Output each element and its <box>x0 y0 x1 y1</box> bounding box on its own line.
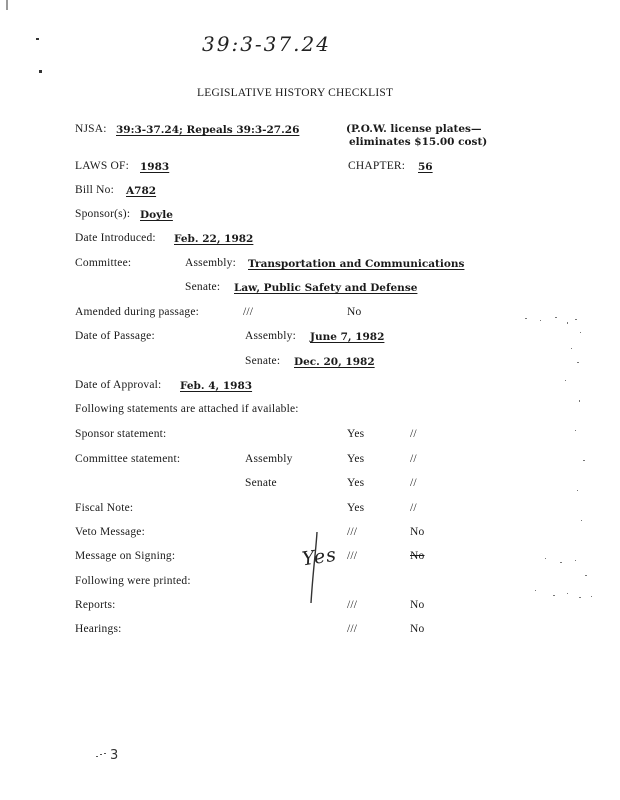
passage-senate-value: Dec. 20, 1982 <box>294 356 375 368</box>
committee-label: Committee: <box>75 257 132 269</box>
sponsor-value: Doyle <box>140 209 173 221</box>
committee-senate-value: Law, Public Safety and Defense <box>234 282 418 294</box>
margin-mark <box>6 0 8 10</box>
reports-no: No <box>410 599 425 611</box>
bill-no-value: A782 <box>126 185 157 197</box>
message-on-signing-mark: /// <box>347 550 358 562</box>
passage-assembly-value: June 7, 1982 <box>310 331 385 343</box>
reports-label: Reports: <box>75 599 116 611</box>
following-printed-label: Following were printed: <box>75 575 191 587</box>
date-of-approval-label: Date of Approval: <box>75 379 162 391</box>
bill-no-label: Bill No: <box>75 184 114 196</box>
speck-mark <box>39 70 42 73</box>
sponsor-statement-yes: Yes <box>347 428 365 440</box>
sponsor-statement-label: Sponsor statement: <box>75 428 167 440</box>
scan-noise <box>505 310 615 610</box>
footer-mark: 3 <box>110 748 119 763</box>
laws-of-label: LAWS OF: <box>75 160 130 172</box>
njsa-note-line2: eliminates $15.00 cost) <box>349 136 488 148</box>
committee-statement-assembly-yes: Yes <box>347 453 365 465</box>
chapter-label: CHAPTER: <box>348 160 406 172</box>
handwritten-yes: Yes <box>300 543 339 571</box>
laws-of-value: 1983 <box>140 161 170 173</box>
hearings-no: No <box>410 623 425 635</box>
handwritten-stroke <box>305 530 325 605</box>
veto-message-mark: /// <box>347 526 358 538</box>
date-of-passage-label: Date of Passage: <box>75 330 155 342</box>
statements-heading: Following statements are attached if available: <box>75 403 299 415</box>
chapter-value: 56 <box>418 161 433 173</box>
committee-statement-senate-mark: // <box>410 477 417 489</box>
sponsor-label: Sponsor(s): <box>75 208 131 220</box>
veto-message-label: Veto Message: <box>75 526 145 538</box>
fiscal-note-yes: Yes <box>347 502 365 514</box>
committee-assembly-value: Transportation and Communications <box>248 258 465 270</box>
passage-senate-label: Senate: <box>245 355 281 367</box>
hearings-mark: /// <box>347 623 358 635</box>
amended-no: No <box>347 306 362 318</box>
handwritten-statute-code: 39:3-37.24 <box>202 32 331 56</box>
committee-statement-senate: Senate <box>245 477 277 489</box>
date-introduced-value: Feb. 22, 1982 <box>174 233 254 245</box>
page-title: LEGISLATIVE HISTORY CHECKLIST <box>197 87 394 99</box>
njsa-note-line1: (P.O.W. license plates— <box>346 123 482 135</box>
committee-statement-assembly: Assembly <box>245 453 293 465</box>
sponsor-statement-mark: // <box>410 428 417 440</box>
date-of-approval-value: Feb. 4, 1983 <box>180 380 253 392</box>
committee-senate-label: Senate: <box>185 281 221 293</box>
committee-statement-assembly-mark: // <box>410 453 417 465</box>
fiscal-note-label: Fiscal Note: <box>75 502 134 514</box>
amended-label: Amended during passage: <box>75 306 200 318</box>
veto-message-no: No <box>410 526 425 538</box>
speck-mark <box>36 38 39 40</box>
hearings-label: Hearings: <box>75 623 122 635</box>
committee-statement-label: Committee statement: <box>75 453 181 465</box>
njsa-value: 39:3-37.24; Repeals 39:3-27.26 <box>116 124 300 136</box>
message-on-signing-label: Message on Signing: <box>75 550 176 562</box>
njsa-label: NJSA: <box>75 123 107 135</box>
message-on-signing-no-struck: No <box>410 550 425 562</box>
date-introduced-label: Date Introduced: <box>75 232 156 244</box>
fiscal-note-mark: // <box>410 502 417 514</box>
committee-assembly-label: Assembly: <box>185 257 236 269</box>
reports-mark: /// <box>347 599 358 611</box>
passage-assembly-label: Assembly: <box>245 330 296 342</box>
amended-mark: /// <box>243 306 254 318</box>
committee-statement-senate-yes: Yes <box>347 477 365 489</box>
